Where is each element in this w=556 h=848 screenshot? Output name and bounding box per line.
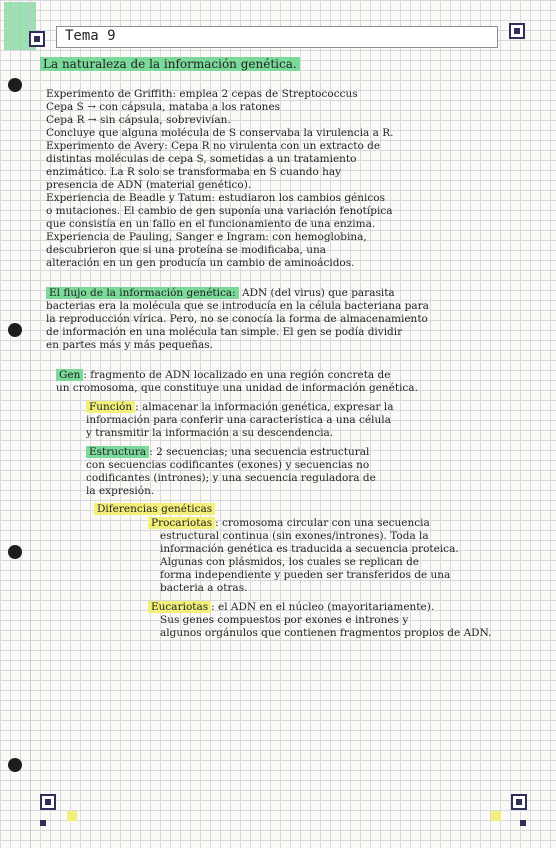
yellow-square-decoration: [67, 811, 77, 821]
binder-hole: [8, 78, 22, 92]
note-line: Concluye que alguna molécula de S conservaba la virulencia a R.: [46, 127, 394, 139]
funcion-line: información para conferir una característica a una célula: [86, 414, 391, 426]
funcion-line: [86, 401, 394, 413]
binder-hole: [8, 323, 22, 337]
funcion-label: Función: [86, 401, 135, 413]
flow-line: ADN (del virus) que parasita: [242, 287, 395, 299]
note-line: alteración en un gen producía un cambio de aminoácidos.: [46, 257, 355, 269]
title-box: [56, 26, 498, 48]
gen-label: Gen: [56, 369, 83, 381]
note-line: Experimento de Griffith: emplea 2 cepas de Streptococcus: [46, 88, 358, 100]
note-line: Cepa R → sin cápsula, sobrevivían.: [46, 114, 231, 126]
eucariotas-line: Sus genes compuestos por exones e intrones y: [160, 614, 409, 626]
estructura-line: [86, 446, 369, 458]
note-line: Experiencia de Beadle y Tatum: estudiaron los cambios génicos: [46, 192, 385, 204]
margin-line: [30, 0, 31, 848]
eucariotas-line: [148, 601, 434, 613]
note-line: Experimento de Avery: Cepa R no virulenta con un extracto de: [46, 140, 381, 152]
eucariotas-line: algunos orgánulos que contienen fragmentos propios de ADN.: [160, 627, 492, 639]
flow-line: en partes más y más pequeñas.: [46, 339, 214, 351]
estructura-text: : 2 secuencias; una secuencia estructural: [149, 446, 370, 458]
funcion-text: : almacenar la información genética, expresar la: [135, 401, 394, 413]
procariotas-line: estructural continua (sin exones/intrones). Toda la: [160, 530, 429, 542]
note-line: o mutaciones. El cambio de gen suponía una variación fenotípica: [46, 205, 393, 217]
procariotas-line: forma independiente y pueden ser transferidos de una: [160, 569, 451, 581]
corner-dot: [520, 820, 526, 826]
note-line: Experiencia de Pauling, Sanger e Ingram: con hemoglobina,: [46, 231, 367, 243]
note-line: presencia de ADN (material genético).: [46, 179, 252, 191]
flow-heading: El flujo de la información genética:: [46, 287, 239, 299]
procariotas-label: Procariotas: [148, 517, 215, 529]
yellow-square-decoration: [491, 811, 501, 821]
procariotas-text: : cromosoma circular con una secuencia: [215, 517, 430, 529]
note-line: distintas moléculas de cepa S, sometidas a un tratamiento: [46, 153, 357, 165]
note-line: que consistía en un fallo en el funcionamiento de una enzima.: [46, 218, 376, 230]
diferencias-heading: [94, 503, 215, 515]
corner-icon-bottom-right: [511, 794, 527, 810]
estructura-line: codificantes (intrones); y una secuencia reguladora de: [86, 472, 376, 484]
binder-hole: [8, 545, 22, 559]
estructura-line: la expresión.: [86, 485, 155, 497]
corner-dot: [40, 820, 46, 826]
note-line: descubrieron que si una proteína se modificaba, una: [46, 244, 327, 256]
page-title: Tema 9: [65, 28, 116, 44]
diferencias-label: Diferencias genéticas: [94, 503, 215, 515]
corner-icon-top-right: [509, 23, 525, 39]
flow-line: bacterias era la molécula que se introducía en la célula bacteriana para: [46, 300, 429, 312]
estructura-label: Estructura: [86, 446, 149, 458]
procariotas-line: [148, 517, 430, 529]
procariotas-line: bacteria a otras.: [160, 582, 248, 594]
flow-line: de información en una molécula tan simple. El gen se podía dividir: [46, 326, 403, 338]
gen-line: un cromosoma, que constituye una unidad de información genética.: [56, 382, 418, 394]
note-line: enzimático. La R solo se transformaba en S cuando hay: [46, 166, 342, 178]
procariotas-line: información genética es traducida a secuencia proteica.: [160, 543, 459, 555]
note-line: Cepa S → con cápsula, mataba a los ratones: [46, 101, 281, 113]
binder-hole: [8, 758, 22, 772]
flow-heading-line: [46, 287, 395, 299]
corner-icon-bottom-left: [40, 794, 56, 810]
gen-line: [56, 369, 390, 381]
eucariotas-text: : el ADN en el núcleo (mayoritariamente).: [211, 601, 435, 613]
procariotas-line: Algunas con plásmidos, los cuales se replican de: [160, 556, 420, 568]
corner-icon-top-left: [29, 31, 45, 47]
section-heading-text: La naturaleza de la información genética.: [40, 57, 300, 71]
estructura-line: con secuencias codificantes (exones) y secuencias no: [86, 459, 370, 471]
flow-line: la reproducción vírica. Pero, no se conocía la forma de almacenamiento: [46, 313, 428, 325]
eucariotas-label: Eucariotas: [148, 601, 211, 613]
section-heading: [40, 58, 300, 70]
gen-text: : fragmento de ADN localizado en una región concreta de: [83, 369, 391, 381]
funcion-line: y transmitir la información a su descendencia.: [86, 427, 334, 439]
